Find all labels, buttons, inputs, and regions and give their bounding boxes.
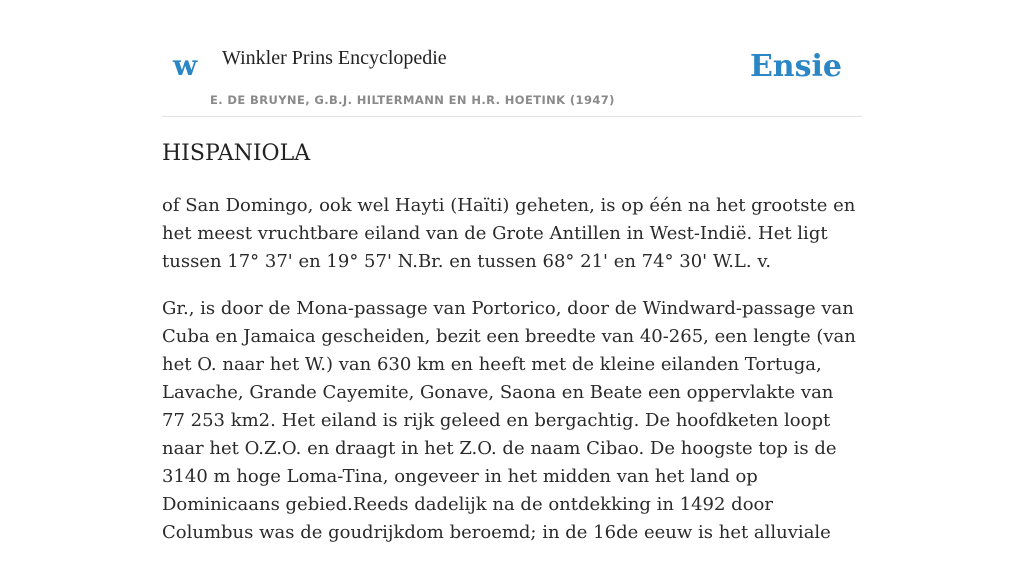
brand-logo-link[interactable]: Ensie: [749, 49, 842, 84]
source-header: [162, 0, 862, 117]
entry-paragraph: Gr., is door de Mona-passage van Portorico, door de Windward-passage van Cuba en Jamaica gescheiden, bezit een breedte van 40-265, een lengte (van het O. naar het W.) van 630 km en heeft met de kleine eilanden Tortuga, Lavache, Grande Cayemite, Gonave, Saona en Beate een oppervlakte van 77 253 km2. Het eiland is rijk geleed en bergachtig. De hoofdketen loopt naar het O.Z.O. en draagt in het Z.O. de naam Cibao. De hoogste top is de 3140 m hoge Loma-Tina, ongeveer in het midden van het land op Dominicaans gebied.Reeds dadelijk na de ontdekking in 1492 door Columbus was de goudrijkdom beroemd; in de 16de eeuw is het alluviale: [162, 298, 856, 543]
article-container: [162, 0, 862, 543]
source-logo-icon: w: [173, 49, 198, 82]
entry-title: HISPANIOLA: [162, 141, 311, 166]
entry-body: [162, 192, 862, 566]
entry-paragraph: of San Domingo, ook wel Hayti (Haïti) geheten, is op één na het grootste en het meest vruchtbare eiland van de Grote Antillen in West-Indië. Het ligt tussen 17° 37' en 19° 57' N.Br. en tussen 68° 21' en 74° 30' W.L. v.: [162, 195, 856, 272]
source-authors: E. DE BRUYNE, G.B.J. HILTERMANN EN H.R. HOETINK (1947): [210, 93, 615, 107]
source-title[interactable]: Winkler Prins Encyclopedie: [222, 47, 447, 69]
